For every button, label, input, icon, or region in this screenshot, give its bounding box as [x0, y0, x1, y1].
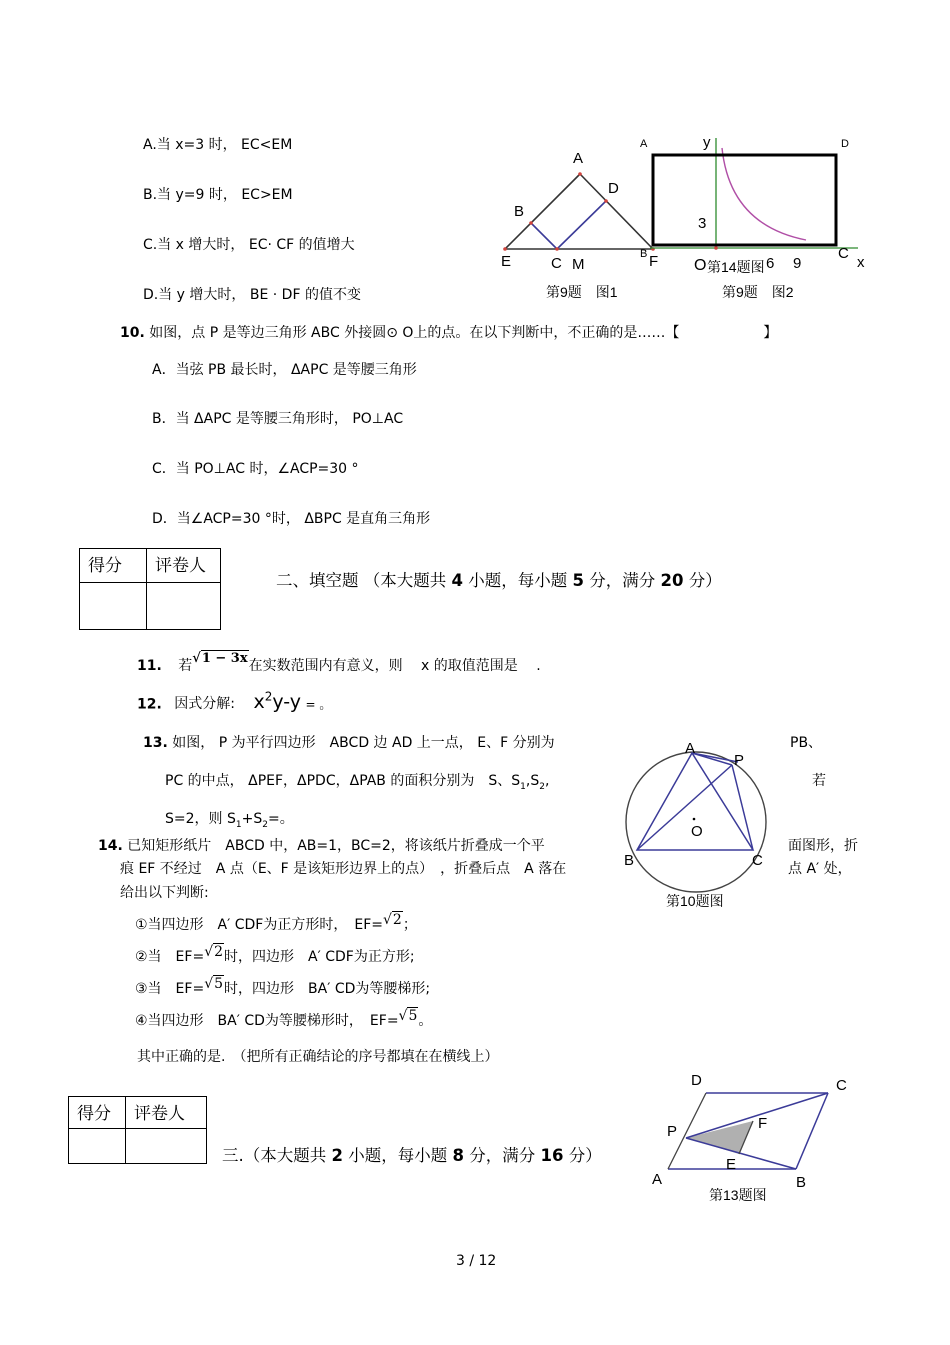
fig2-label-3: 3: [698, 215, 707, 232]
fig10-label-o: O: [691, 823, 703, 840]
fig13-caption: 第13题图: [709, 1187, 767, 1203]
q13-figure: [650, 1068, 860, 1208]
q14-judgement-1: [135, 914, 417, 934]
fig13-label-a: A: [652, 1171, 663, 1188]
q11-radicand: 1 − 3x: [201, 651, 248, 666]
q14-j4-radicand: 5: [408, 1008, 418, 1024]
q14-j1-radicand: 2: [392, 912, 402, 928]
score-cell: [80, 583, 147, 630]
q10-stem: [120, 322, 777, 342]
fig1-point-a: [578, 172, 582, 176]
q11-post: 在实数范围内有意义，则 x 的取值范围是 .: [248, 658, 541, 674]
section-2-mid1: 小题，每小题: [468, 571, 568, 590]
q13-line-1-text: 如图， P 为平行四边形 ABCD 边 AD 上一点， E、F 分别为: [172, 735, 555, 751]
fig10-label-c: C: [752, 852, 763, 869]
fig13-segment-pc: [686, 1093, 828, 1138]
fig2-label-6: 6: [766, 255, 775, 272]
fig1-point-b: [529, 221, 533, 225]
fig2-origin-point: [714, 246, 718, 250]
q9-option-a: A.当 x=3 时， EC<EM: [143, 137, 293, 153]
q10-option-a: A．当弦 PB 最长时， ΔAPC 是等腰三角形: [152, 362, 417, 378]
q10-figure: [618, 735, 788, 915]
q13-line-2: [165, 770, 549, 792]
q12-base: x: [253, 691, 265, 714]
fig2-label-y: y: [703, 134, 711, 151]
fig2-label-d: D: [841, 138, 849, 150]
fig13-label-c: C: [836, 1077, 847, 1094]
q11-radical: √1 − 3x: [192, 651, 248, 666]
q13-line-2-text: PC 的中点， ΔPEF，ΔPDC，ΔPAB 的面积分别为 S、S: [165, 773, 521, 789]
section-2-total: 20: [660, 571, 684, 590]
q14-j1-post: ；: [402, 917, 417, 933]
fig1-label-a: A: [573, 150, 584, 167]
fig1-caption: 第9题 图1: [546, 284, 618, 300]
fig2-hyperbola: [722, 148, 806, 240]
score-box-2: [68, 1096, 207, 1164]
q14-j2-pre: ②当 EF=: [135, 949, 205, 965]
fig1-segment-bc: [531, 223, 557, 249]
q11-number: 11.: [137, 658, 162, 674]
q14-line-2: 痕 EF 不经过 A 点（E、F 是该矩形边界上的点） ，折叠后点 A 落在: [120, 861, 567, 877]
fig1-segment-cd: [557, 201, 606, 249]
fig13-label-e: E: [726, 1156, 737, 1173]
section-2-count: 4: [451, 571, 463, 590]
score-cell-2: [69, 1129, 126, 1164]
fig10-label-b: B: [624, 852, 635, 869]
q14-j2-post: 时，四边形 A′ CDF为正方形;: [224, 949, 415, 965]
fig1-label-c: C: [551, 255, 562, 272]
q12-equals: = 。: [305, 697, 332, 712]
fig10-label-a: A: [685, 740, 696, 757]
fig1-label-b: B: [514, 203, 525, 220]
q13-number: 13.: [143, 735, 168, 751]
q13-line-1: [143, 732, 555, 752]
fig1-label-d: D: [608, 180, 619, 197]
fig2-label-x: x: [857, 254, 865, 271]
fig1-point-c: [555, 247, 559, 251]
q14-line-2-right: 点 A′ 处，: [788, 861, 852, 877]
q14-j2-radicand: 2: [214, 944, 224, 960]
q12-number: 12.: [137, 696, 162, 713]
q13-line-3-sub2: 2: [262, 819, 268, 830]
q9-option-c: C.当 x 增大时， EC· CF 的值增大: [143, 237, 355, 253]
grader-label: 评卷人: [147, 549, 221, 583]
q12-expression: [253, 691, 301, 713]
q14-j1-pre: ①当四边形 A′ CDF为正方形时， EF=: [135, 917, 383, 933]
q13-line-2-mid: ,S: [525, 773, 540, 789]
q14-line-1-right: 面图形，折: [788, 838, 858, 854]
q13-line-1-right: PB、: [790, 735, 823, 751]
q10-option-b: B．当 ΔAPC 是等腰三角形时， PO⊥AC: [152, 411, 404, 427]
fig13-label-p: P: [667, 1123, 678, 1140]
fig2-label-c: C: [838, 245, 849, 262]
q14-j3-post: 时，四边形 BA′ CD为等腰梯形;: [224, 981, 431, 997]
fig2-label-9: 9: [793, 255, 802, 272]
fig1-label-m: M: [572, 256, 585, 273]
section-3-each: 8: [452, 1146, 464, 1165]
section-3-end: 分）: [568, 1146, 602, 1165]
q14-j3-pre: ③当 EF=: [135, 981, 205, 997]
section-3-total: 16: [540, 1146, 564, 1165]
q12: [137, 690, 331, 713]
score-label-2: 得分: [69, 1097, 126, 1129]
q13-line-3: [165, 808, 294, 830]
section-3-mid2: 分，满分: [469, 1146, 536, 1165]
fig13-label-f: F: [758, 1115, 768, 1132]
fig1-point-d: [604, 199, 608, 203]
grader-label-2: 评卷人: [126, 1097, 207, 1129]
section-3-count: 2: [331, 1146, 343, 1165]
fig10-center-point: [693, 818, 696, 821]
q13-line-3-pre: S=2，则 S: [165, 811, 236, 827]
score-box-1: [79, 548, 221, 630]
section-2-title-text: 二、填空题 （本大题共: [276, 571, 447, 590]
q10-option-d: D．当∠ACP=30 °时， ΔBPC 是直角三角形: [152, 511, 431, 527]
q13-line-3-end: =。: [267, 811, 294, 827]
fig13-shaded-triangle-pef: [686, 1121, 753, 1154]
grader-cell-2: [126, 1129, 207, 1164]
q9-figure-2: [636, 130, 876, 305]
q14-j2-radical: √2: [204, 944, 224, 960]
section-3-mid1: 小题，每小题: [348, 1146, 448, 1165]
q14-j3-radicand: 5: [214, 976, 224, 992]
fig10-circumcircle: [626, 752, 766, 892]
q14-j4-pre: ④当四边形 BA′ CD为等腰梯形时， EF=: [135, 1013, 399, 1029]
q12-rest: y-y: [272, 691, 302, 714]
q14-j1-radical: √2: [383, 912, 402, 928]
q13-line-2-sub1: 1: [520, 781, 526, 792]
section-3-title: [222, 1142, 602, 1166]
section-2-title: [276, 567, 722, 591]
fig2-label-a: A: [640, 138, 648, 150]
fig13-label-b: B: [796, 1174, 807, 1191]
q14-line-1: [98, 835, 545, 855]
q10-option-c: C．当 PO⊥AC 时，∠ACP=30 °: [152, 461, 359, 477]
section-2-each: 5: [572, 571, 584, 590]
q11-pre: 若: [178, 658, 193, 674]
fig1-label-e: E: [501, 253, 512, 270]
q10-text: 如图，点 P 是等边三角形 ABC 外接圆⊙ O上的点。在以下判断中，不正确的是……【 】: [149, 325, 778, 341]
q13-line-2-end: ,: [544, 773, 550, 789]
grader-cell: [147, 583, 221, 630]
q14-line-3: 给出以下判断:: [120, 885, 209, 901]
q14-j4-post: 。: [418, 1013, 433, 1029]
fig10-caption: 第10题图: [666, 893, 724, 909]
fig1-label-f: F: [649, 253, 659, 270]
fig2-rectangle-abcd: [653, 155, 836, 245]
q13-line-2-right: 若: [812, 773, 826, 789]
score-label: 得分: [80, 549, 147, 583]
q13-line-2-sub2: 2: [539, 781, 545, 792]
q12-exponent: 2: [264, 690, 273, 704]
q12-pre: 因式分解:: [174, 696, 235, 713]
section-2-end: 分）: [688, 571, 722, 590]
fig13-label-d: D: [691, 1072, 702, 1089]
q9-option-b: B.当 y=9 时， EC>EM: [143, 187, 293, 203]
q14-judgement-3: [135, 978, 430, 998]
fig2-overlap-caption: 第14题图: [707, 259, 765, 275]
fig10-label-p: P: [734, 752, 745, 769]
q10-number: 10.: [120, 325, 145, 341]
page-number: 3 / 12: [456, 1253, 497, 1269]
fig13-side-cb: [796, 1093, 828, 1169]
section-2-mid2: 分，满分: [589, 571, 656, 590]
q13-line-3-sub1: 1: [235, 819, 242, 830]
q14-j4-radical: √5: [398, 1008, 418, 1024]
q14-line-1-text: 已知矩形纸片 ABCD 中，AB=1，BC=2，将该纸片折叠成一个平: [127, 838, 545, 854]
q14-number: 14.: [98, 838, 123, 854]
fig1-point-e: [503, 247, 507, 251]
q14-conclusion: 其中正确的是. （把所有正确结论的序号都填在在横线上）: [137, 1049, 499, 1065]
fig10-segment-pb: [637, 765, 732, 850]
q14-j3-radical: √5: [204, 976, 224, 992]
q13-line-3-mid: +S: [241, 811, 263, 827]
q9-option-d: D.当 y 增大时， BE · DF 的值不变: [143, 287, 361, 303]
section-3-title-text: 三.（本大题共: [222, 1146, 327, 1165]
fig2-label-b: B: [640, 248, 648, 260]
fig2-caption: 第9题 图2: [722, 284, 794, 300]
q14-judgement-2: [135, 946, 415, 966]
q11: [137, 651, 541, 675]
q14-judgement-4: [135, 1010, 432, 1030]
fig2-label-o: O: [694, 257, 707, 274]
